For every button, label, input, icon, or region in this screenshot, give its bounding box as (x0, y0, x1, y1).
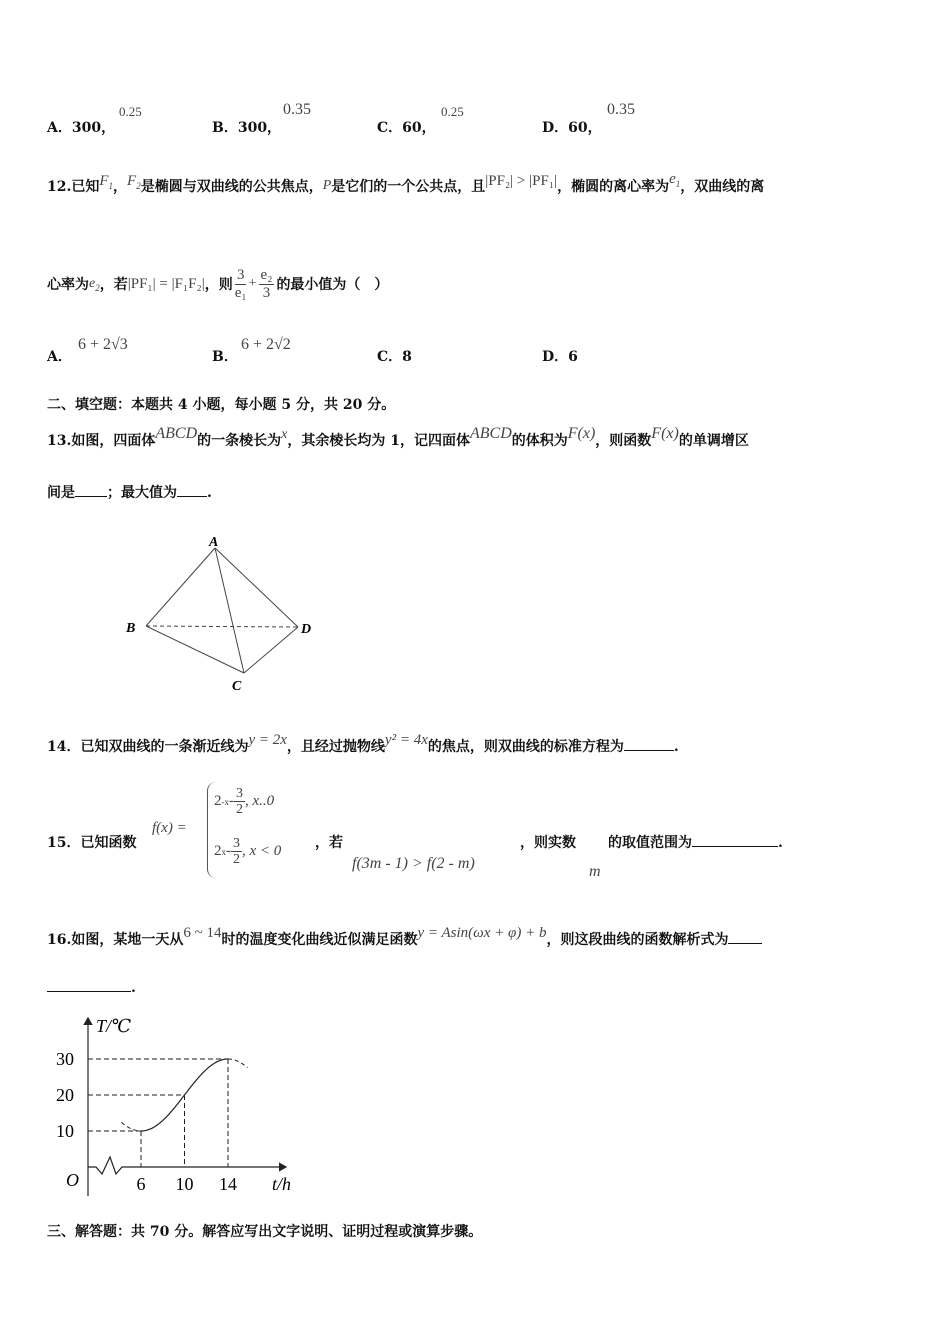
q15-m: m (589, 863, 601, 880)
q15-blank[interactable] (692, 846, 778, 847)
q13-line2: 间是 ；最大值为 . (47, 485, 212, 501)
q15-if: ，若 (315, 835, 343, 851)
q11-option-a-label: A．300， (47, 120, 116, 136)
q12-option-b-label: B． (212, 349, 238, 365)
q16-blank-b[interactable] (47, 991, 131, 992)
origin-label: O (66, 1170, 79, 1190)
q12-line1: 12.已知$F_1$，$F_2$是椭圆与双曲线的公共焦点，P是它们的一个公共点，且|PF₂| > |PF₁|，椭圆的离心率为$e_1$，双曲线的离 (47, 171, 765, 195)
q12-option-c: C．8 (377, 349, 412, 365)
edge-cd (244, 627, 298, 673)
q16-line2: . (47, 980, 136, 996)
q12-option-a-label: A． (47, 349, 72, 365)
vertex-label-d: D (301, 622, 312, 637)
vertex-label-a: A (209, 535, 219, 550)
section-3-heading: 三、解答题：共 70 分。解答应写出文字说明、证明过程或演算步骤。 (47, 1224, 483, 1240)
tetrahedron-figure (120, 530, 320, 695)
q11-option-d-label: D．60， (542, 120, 602, 136)
q16-blank-a[interactable] (728, 943, 762, 944)
temperature-chart (50, 1008, 310, 1208)
q14-blank[interactable] (624, 750, 674, 751)
y-axis-label: T/℃ (96, 1016, 132, 1036)
y-tick-label-10: 10 (56, 1121, 74, 1141)
q14-line: 14．已知双曲线的一条渐近线为y = 2x，且经过抛物线y² = 4x的焦点，则双曲线的标准方程为 . (47, 732, 679, 755)
x-tick-label-14: 14 (219, 1174, 237, 1194)
edge-bd-hidden (146, 626, 298, 627)
q11-option-a-value: 0.25 (119, 104, 142, 119)
edge-bc (146, 626, 244, 673)
x-axis-broken (88, 1157, 286, 1174)
edge-ab (146, 548, 215, 626)
q15-real: ，则实数 (520, 835, 576, 851)
q15-tail: 的取值范围为 . (608, 835, 783, 851)
x-tick-label-10: 10 (175, 1174, 194, 1194)
q12-frac-1: $\frac{3}{\text{e₁}}$ (234, 267, 247, 301)
q12-line2: 心率为 $e_2$ ，若 |PF₁| = |F₁F₂| ，则 $\frac{3}{\text{e₁}}$ + $\frac{\text{e₂}}{3}$ 的最小值为（ ） (47, 267, 389, 301)
q13-blank-1[interactable] (75, 496, 107, 497)
q12-option-a-value: 6 + 2√3 (78, 336, 128, 353)
y-tick-label-20: 20 (56, 1085, 74, 1105)
section-2-heading: 二、填空题：本题共 4 小题，每小题 5 分，共 20 分。 (47, 397, 396, 413)
curve-extension-left (121, 1122, 141, 1131)
vertex-label-b: B (126, 621, 136, 636)
q13-blank-2[interactable] (177, 496, 207, 497)
q13-line1: 13.如图，四面体ABCD的一条棱长为x，其余棱长均为 1，记四面体ABCD的体积为F(x)，则函数F(x)的单调增区 (47, 425, 749, 449)
q12-option-d: D．6 (542, 349, 578, 365)
curve-extension-right (228, 1059, 248, 1068)
q15-fx: f(x) = (152, 820, 187, 836)
edge-ac (215, 548, 244, 673)
q15-inequality: f(3m - 1) > f(2 - m) (352, 855, 475, 872)
q12-frac-2: $\frac{\text{e₂}}{3}$ (260, 267, 273, 301)
q15-case-2: 2 x - $\frac{3}{2}$ , x < 0 (214, 836, 282, 868)
q15-case-1: 2 -x - $\frac{3}{2}$ , x..0 (214, 786, 275, 818)
q12-option-b-value: 6 + 2√2 (241, 336, 291, 353)
q11-option-d-value: 0.35 (607, 101, 635, 118)
q11-option-c-label: C．60， (377, 120, 436, 136)
q16-line1: 16.如图，某地一天从6 ~ 14时的温度变化曲线近似满足函数y = Asin(ωx + φ) + b，则这段曲线的函数解析式为 (47, 929, 762, 949)
q15-lead: 15．已知函数 (47, 835, 137, 851)
q11-option-c-value: 0.25 (441, 104, 464, 119)
x-axis-label: t/h (272, 1174, 292, 1194)
vertex-label-c: C (232, 679, 242, 694)
edge-ad (215, 548, 298, 627)
q11-option-b-label: B．300， (212, 120, 282, 136)
q11-option-b-value: 0.35 (283, 101, 311, 118)
x-tick-label-6: 6 (136, 1174, 146, 1194)
y-tick-label-30: 30 (56, 1049, 74, 1069)
